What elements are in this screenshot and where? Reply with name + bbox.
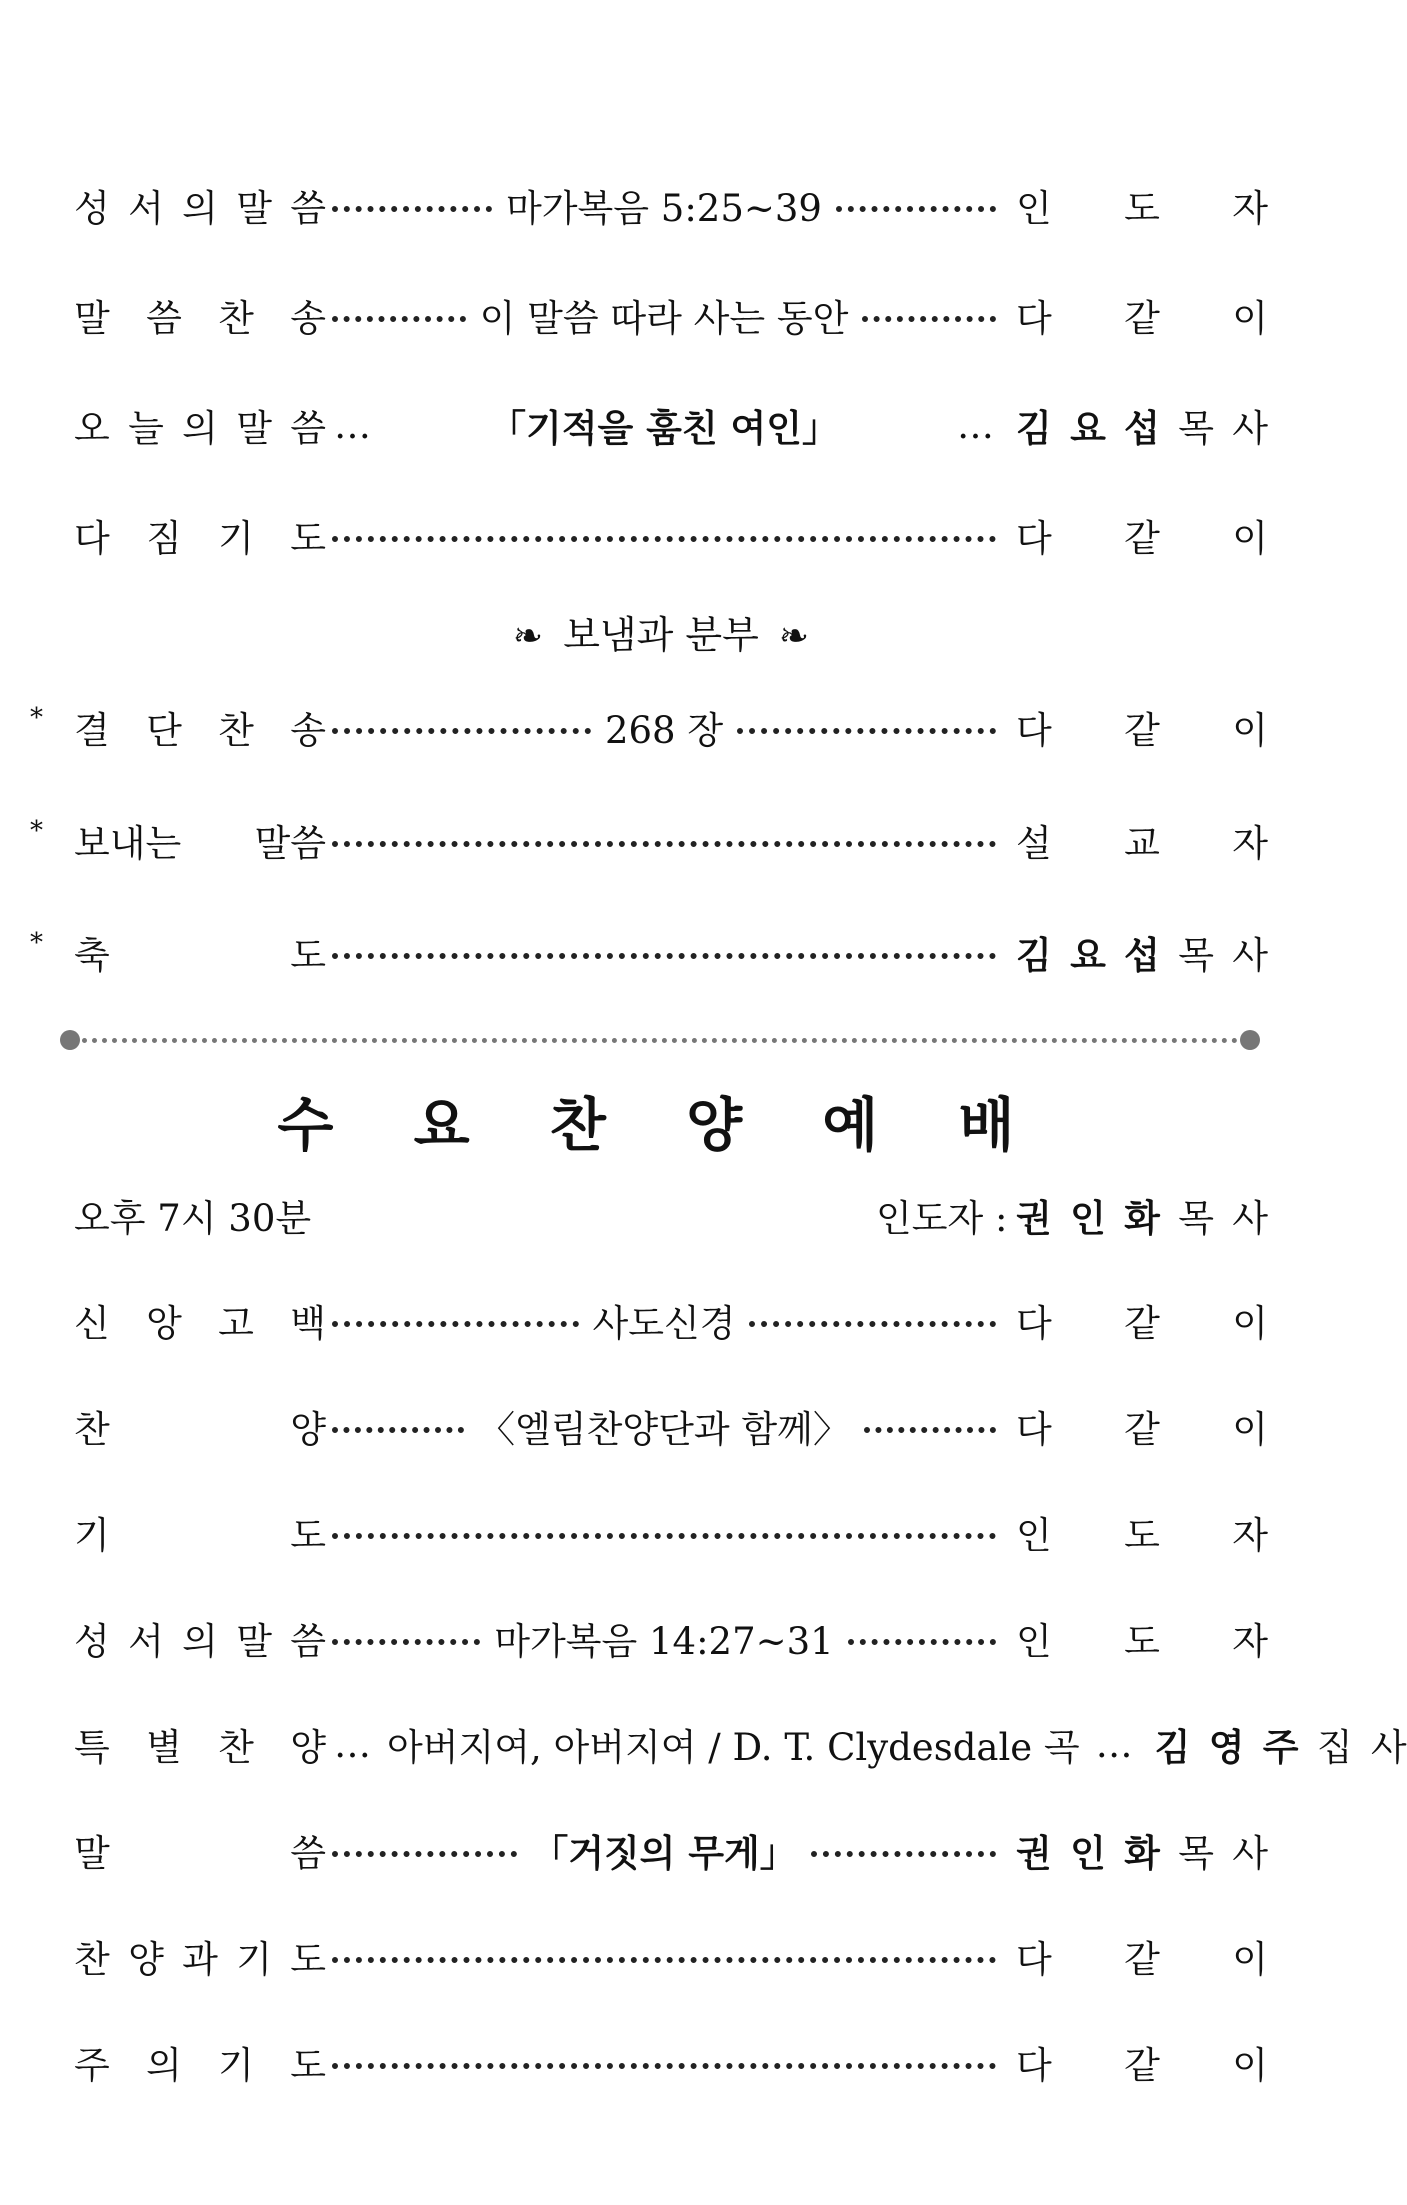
person-char: 자 xyxy=(1232,1514,1268,1557)
order-label xyxy=(74,1611,326,1665)
label-char: 양 xyxy=(290,1726,326,1769)
label-char: 씀 xyxy=(290,407,326,450)
label-char: 다 xyxy=(74,517,110,560)
person-char: 같 xyxy=(1124,1302,1160,1345)
dot-leader xyxy=(332,206,492,212)
dot-leader xyxy=(737,728,996,734)
label-char: 찬 xyxy=(74,1938,110,1981)
order-row xyxy=(30,697,1268,757)
service-time: 오후 7시 30분 xyxy=(74,1197,312,1240)
person-char: 화 xyxy=(1124,1832,1160,1875)
person-char: 도 xyxy=(1124,1620,1160,1663)
label-char: 양 xyxy=(290,1408,326,1451)
label-char: 성 xyxy=(74,187,110,230)
label-char: 서 xyxy=(128,187,164,230)
label-char: 고 xyxy=(218,1302,254,1345)
person-char: 주 xyxy=(1262,1726,1299,1769)
person-char: 같 xyxy=(1124,2044,1160,2087)
person-char: 설 xyxy=(1016,822,1052,865)
order-content: 이 말씀 따라 사는 동안 xyxy=(479,297,849,340)
divider-line xyxy=(72,1038,1248,1043)
order-content: 아버지여, 아버지여 / D. T. Clydesdale 곡 xyxy=(387,1726,1080,1769)
person-char: 이 xyxy=(1232,709,1268,752)
label-char: 축 xyxy=(74,934,110,977)
dot-leader xyxy=(862,316,996,322)
label-char: 말 xyxy=(74,297,110,340)
person-char: 섭 xyxy=(1124,934,1160,977)
order-label xyxy=(74,1717,326,1771)
label-char: 서 xyxy=(128,1620,164,1663)
order-person xyxy=(1016,398,1268,452)
order-content: 사도신경 xyxy=(592,1302,736,1345)
person-char: 김 xyxy=(1154,1726,1191,1769)
label-char: 찬 xyxy=(218,709,254,752)
label-char: 주 xyxy=(74,2044,110,2087)
person-char: 이 xyxy=(1232,297,1269,340)
order-person xyxy=(1016,1293,1268,1347)
order-row xyxy=(50,1502,1268,1562)
order-row xyxy=(30,810,1268,870)
person-char: 자 xyxy=(1232,822,1268,865)
label-char: 도 xyxy=(290,1938,326,1981)
dot-leader xyxy=(332,536,996,542)
order-row xyxy=(50,1926,1268,1986)
person-char: 다 xyxy=(1016,517,1052,560)
section-header xyxy=(0,605,1322,665)
order-person xyxy=(1016,1611,1268,1665)
label-char: 의 xyxy=(182,407,218,450)
dot-leader xyxy=(332,953,996,959)
label-char: 특 xyxy=(74,1726,110,1769)
standing-mark: * xyxy=(30,928,43,958)
dot-leader xyxy=(332,316,466,322)
leader-name-char: 목 xyxy=(1178,1197,1214,1240)
ornament-left-icon: ❧ xyxy=(512,616,544,657)
ornament-right-icon: ❧ xyxy=(778,616,810,657)
person-char: 집 xyxy=(1316,1726,1353,1769)
order-row xyxy=(50,395,1268,455)
person-char: 목 xyxy=(1178,934,1214,977)
label-char: 찬 xyxy=(218,1726,254,1769)
person-char: 같 xyxy=(1124,517,1160,560)
order-person xyxy=(1155,1717,1407,1771)
dot-leader xyxy=(332,1851,517,1857)
order-row xyxy=(50,175,1268,235)
label-char: 말 xyxy=(236,407,272,450)
label-char: 앙 xyxy=(146,1302,182,1345)
label-char: 의 xyxy=(182,187,218,230)
person-char: 이 xyxy=(1232,2044,1268,2087)
order-person xyxy=(1016,1823,1268,1877)
standing-mark: * xyxy=(30,816,43,846)
order-row xyxy=(50,285,1268,345)
person-char: 이 xyxy=(1232,1302,1268,1345)
order-label xyxy=(74,1293,326,1347)
leader-label: 인도자 : xyxy=(876,1197,1008,1240)
person-char: 이 xyxy=(1232,1938,1268,1981)
order-person xyxy=(1016,925,1268,979)
person-char: 사 xyxy=(1232,934,1268,977)
leader-name-char: 인 xyxy=(1070,1197,1106,1240)
person-char: 목 xyxy=(1178,1832,1214,1875)
label-char: 도 xyxy=(290,934,326,977)
order-row xyxy=(50,2032,1268,2092)
person-char: 인 xyxy=(1016,187,1052,230)
person-char: 요 xyxy=(1070,407,1106,450)
label-char: 씀 xyxy=(290,187,326,230)
person-char: 인 xyxy=(1016,1514,1052,1557)
label-char: 기 xyxy=(74,1514,110,1557)
dot-leader xyxy=(836,206,996,212)
person-char: 섭 xyxy=(1124,407,1160,450)
label-char: 과 xyxy=(182,1938,218,1981)
order-row xyxy=(50,1396,1268,1456)
dot-leader xyxy=(332,2063,996,2069)
label-char: 백 xyxy=(290,1302,326,1345)
order-row xyxy=(30,922,1268,982)
label-char: 찬 xyxy=(218,297,254,340)
label-char: 늘 xyxy=(128,407,164,450)
label-char: 찬 xyxy=(74,1408,110,1451)
page-title: 수 요 찬 양 예 배 xyxy=(277,1091,1045,1159)
person-char: 같 xyxy=(1124,1938,1160,1981)
label-char: 의 xyxy=(182,1620,218,1663)
ellipsis-leader: … xyxy=(334,1722,371,1766)
label-char: 말 xyxy=(74,1832,110,1875)
label-char: 별 xyxy=(146,1726,182,1769)
order-content: 마가복음 14:27~31 xyxy=(494,1620,834,1663)
person-char: 영 xyxy=(1208,1726,1245,1769)
section-title: 보냄과 분부 xyxy=(563,613,759,657)
dot-leader xyxy=(332,1533,996,1539)
dot-leader xyxy=(811,1851,996,1857)
person-char: 다 xyxy=(1016,1938,1052,1981)
label-char: 씀 xyxy=(290,1832,326,1875)
label-char: 말 xyxy=(236,187,272,230)
person-char: 도 xyxy=(1124,187,1160,230)
person-char: 같 xyxy=(1124,1408,1160,1451)
order-person xyxy=(1016,288,1268,342)
order-content: 「기적을 훔친 여인」 xyxy=(489,407,839,450)
standing-mark: * xyxy=(30,703,43,733)
section-divider xyxy=(60,1030,1260,1050)
label-char: 말 xyxy=(236,1620,272,1663)
label-char: 신 xyxy=(74,1302,110,1345)
order-person xyxy=(1016,508,1268,562)
person-char: 다 xyxy=(1016,1302,1052,1345)
label-char: 단 xyxy=(146,709,182,752)
dot-leader xyxy=(332,1957,996,1963)
label-char: 도 xyxy=(290,517,326,560)
order-label xyxy=(74,178,326,232)
person-char: 인 xyxy=(1070,1832,1106,1875)
order-person xyxy=(1016,1505,1268,1559)
label-char: 짐 xyxy=(146,517,182,560)
order-label xyxy=(74,700,326,754)
label-char: 오 xyxy=(74,407,110,450)
order-content: 「거짓의 무게」 xyxy=(531,1832,797,1875)
order-label xyxy=(74,925,326,979)
ellipsis-leader: … xyxy=(334,403,371,447)
order-person xyxy=(1016,700,1268,754)
order-row xyxy=(50,505,1268,565)
order-row xyxy=(50,1820,1268,1880)
dot-leader xyxy=(332,1639,480,1645)
dot-leader xyxy=(332,728,591,734)
ellipsis-leader: … xyxy=(1095,1722,1133,1766)
label-char: 기 xyxy=(218,517,254,560)
order-person xyxy=(1016,2035,1268,2089)
person-char: 이 xyxy=(1232,1408,1269,1451)
person-char: 목 xyxy=(1178,407,1214,450)
leader-name-char: 화 xyxy=(1124,1197,1160,1240)
order-row xyxy=(50,1714,1407,1774)
label-char: 성 xyxy=(74,1620,110,1663)
person-char: 자 xyxy=(1232,1620,1269,1663)
label-char: 씀 xyxy=(290,1620,326,1663)
order-label xyxy=(74,398,326,452)
person-char: 권 xyxy=(1016,1832,1052,1875)
dot-leader xyxy=(864,1427,996,1433)
label-char: 송 xyxy=(290,709,326,752)
person-char: 다 xyxy=(1016,1408,1052,1451)
person-char: 이 xyxy=(1232,517,1268,560)
order-label xyxy=(74,288,326,342)
order-person xyxy=(1016,1399,1268,1453)
order-content: 〈엘림찬양단과 함께〉 xyxy=(478,1408,850,1451)
dot-leader xyxy=(848,1639,996,1645)
label-char: 송 xyxy=(290,297,326,340)
leader-name-char: 사 xyxy=(1232,1197,1268,1240)
label-char: 기 xyxy=(236,1938,272,1981)
order-label xyxy=(74,508,326,562)
person-char: 자 xyxy=(1232,187,1268,230)
order-content: 268 장 xyxy=(604,709,724,752)
order-row xyxy=(50,1290,1268,1350)
label-char: 보내는 xyxy=(74,822,182,865)
order-content: 마가복음 5:25~39 xyxy=(506,187,822,230)
dot-leader xyxy=(332,841,996,847)
person-char: 사 xyxy=(1232,407,1268,450)
person-char: 사 xyxy=(1370,1726,1407,1769)
leader-name xyxy=(1016,1188,1268,1242)
label-char: 도 xyxy=(290,2044,326,2087)
order-label xyxy=(74,813,326,867)
person-char: 같 xyxy=(1124,709,1160,752)
order-label xyxy=(74,1505,326,1559)
label-char: 양 xyxy=(128,1938,164,1981)
person-char: 다 xyxy=(1016,709,1052,752)
person-char: 도 xyxy=(1124,1514,1160,1557)
order-label xyxy=(74,2035,326,2089)
order-label xyxy=(74,1399,326,1453)
divider-dot-right xyxy=(1240,1030,1260,1050)
person-char: 인 xyxy=(1016,1620,1052,1663)
order-row xyxy=(50,1608,1268,1668)
order-label xyxy=(74,1823,326,1877)
order-person xyxy=(1016,1929,1268,1983)
person-char: 다 xyxy=(1016,2044,1052,2087)
service-leader xyxy=(876,1185,1268,1245)
dot-leader xyxy=(332,1321,579,1327)
label-char: 의 xyxy=(146,2044,182,2087)
label-char: 말씀 xyxy=(254,822,326,865)
ellipsis-leader: … xyxy=(957,403,994,447)
order-person xyxy=(1016,178,1268,232)
person-char: 요 xyxy=(1070,934,1106,977)
person-char: 다 xyxy=(1016,297,1052,340)
dot-leader xyxy=(749,1321,996,1327)
person-char: 사 xyxy=(1232,1832,1268,1875)
label-char: 기 xyxy=(218,2044,254,2087)
person-char: 같 xyxy=(1124,297,1160,340)
order-label xyxy=(74,1929,326,1983)
person-char: 교 xyxy=(1124,822,1160,865)
label-char: 씀 xyxy=(146,297,182,340)
dot-leader xyxy=(332,1427,464,1433)
label-char: 결 xyxy=(74,709,110,752)
person-char: 김 xyxy=(1016,934,1052,977)
leader-name-char: 권 xyxy=(1016,1197,1052,1240)
person-char: 김 xyxy=(1016,407,1052,450)
label-char: 도 xyxy=(290,1514,326,1557)
order-person xyxy=(1016,813,1268,867)
